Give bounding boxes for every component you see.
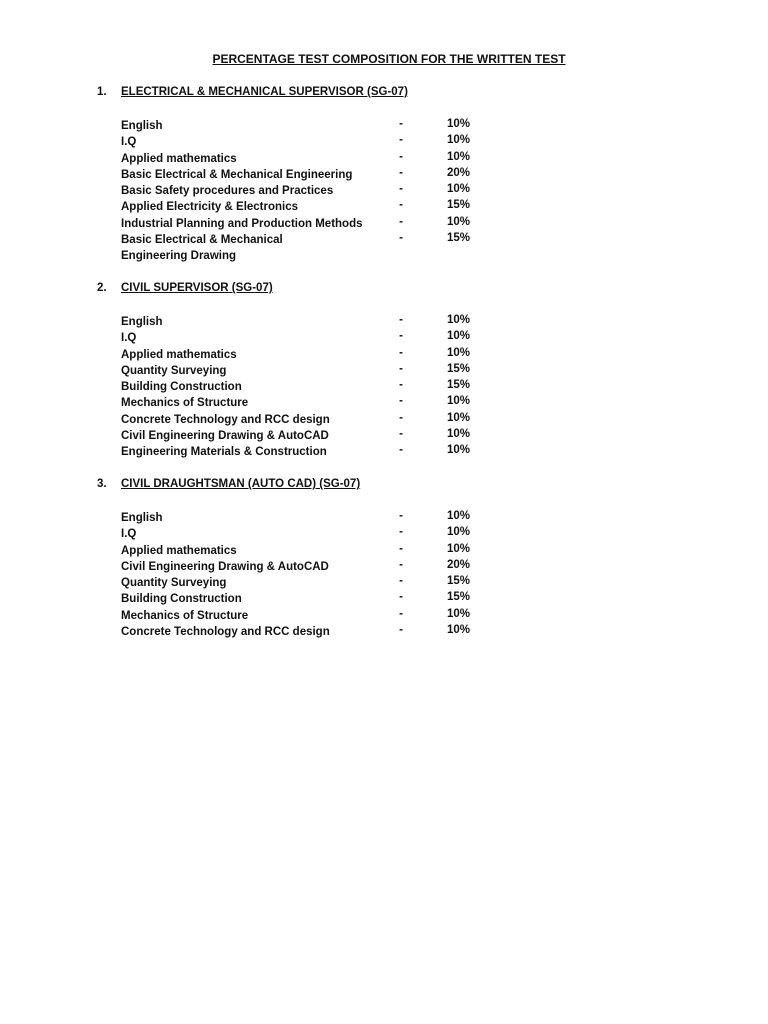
subject-name: Civil Engineering Drawing & AutoCAD bbox=[121, 560, 329, 573]
separator-dash: - bbox=[399, 591, 403, 604]
separator-dash: - bbox=[399, 444, 403, 457]
separator-dash: - bbox=[399, 362, 403, 375]
percentage-value: 10% bbox=[446, 395, 470, 408]
percentage-value: 15% bbox=[446, 362, 470, 375]
subject-name: Mechanics of Structure bbox=[121, 609, 249, 622]
subject-row bbox=[0, 314, 768, 330]
percentage-value: 10% bbox=[446, 314, 470, 326]
subject-row bbox=[0, 608, 768, 624]
section-number: 1. bbox=[97, 86, 107, 98]
separator-dash: - bbox=[399, 346, 403, 359]
subject-name: Basic Electrical & Mechanical Engineering bbox=[121, 168, 353, 181]
separator-dash: - bbox=[399, 215, 403, 228]
subject-name: Applied mathematics bbox=[121, 152, 237, 165]
percentage-value: 10% bbox=[446, 624, 470, 637]
separator-dash: - bbox=[399, 166, 403, 179]
subject-name: Building Construction bbox=[121, 593, 242, 606]
section-civil-supervisor bbox=[0, 282, 768, 459]
document-title: PERCENTAGE TEST COMPOSITION FOR THE WRITTEN TEST bbox=[212, 52, 566, 66]
percentage-value: 10% bbox=[446, 444, 470, 457]
separator-dash: - bbox=[399, 607, 403, 620]
subject-row bbox=[0, 347, 768, 363]
subject-name: Mechanics of Structure bbox=[121, 397, 249, 410]
subject-row bbox=[0, 167, 768, 183]
subject-row bbox=[0, 330, 768, 346]
subject-list bbox=[0, 118, 768, 265]
subject-name: I.Q bbox=[121, 136, 137, 149]
percentage-value: 10% bbox=[446, 183, 470, 196]
subject-list bbox=[0, 314, 768, 461]
subject-list bbox=[0, 510, 768, 640]
subject-row bbox=[0, 444, 768, 460]
subject-row bbox=[0, 412, 768, 428]
percentage-value: 10% bbox=[446, 346, 470, 359]
subject-row bbox=[0, 510, 768, 526]
section-heading bbox=[0, 86, 768, 102]
subject-name: Concrete Technology and RCC design bbox=[121, 626, 330, 639]
subject-row bbox=[0, 232, 768, 265]
subject-name: Quantity Surveying bbox=[121, 364, 227, 377]
percentage-value: 10% bbox=[446, 150, 470, 163]
subject-name: Quantity Surveying bbox=[121, 577, 227, 590]
separator-dash: - bbox=[399, 558, 403, 571]
subject-name: Applied mathematics bbox=[121, 544, 237, 557]
subject-name: I.Q bbox=[121, 528, 137, 541]
section-title: CIVIL DRAUGHTSMAN (AUTO CAD) (SG-07) bbox=[121, 478, 361, 490]
subject-name: Civil Engineering Drawing & AutoCAD bbox=[121, 430, 329, 443]
percentage-value: 10% bbox=[446, 510, 470, 522]
subject-row bbox=[0, 559, 768, 575]
section-title: ELECTRICAL & MECHANICAL SUPERVISOR (SG-07) bbox=[121, 86, 408, 98]
subject-name: English bbox=[121, 120, 163, 132]
percentage-value: 10% bbox=[446, 215, 470, 228]
percentage-value: 10% bbox=[446, 428, 470, 441]
subject-row bbox=[0, 591, 768, 607]
separator-dash: - bbox=[399, 575, 403, 588]
percentage-value: 15% bbox=[446, 379, 470, 392]
subject-name: English bbox=[121, 512, 163, 524]
separator-dash: - bbox=[399, 542, 403, 555]
subject-row bbox=[0, 395, 768, 411]
section-heading bbox=[0, 478, 768, 494]
section-civil-draughtsman bbox=[0, 478, 768, 639]
subject-name: Basic Electrical & Mechanical Engineering Drawing bbox=[121, 234, 283, 263]
subject-name: I.Q bbox=[121, 332, 137, 345]
subject-name: Industrial Planning and Production Methods bbox=[121, 217, 363, 230]
percentage-value: 15% bbox=[446, 232, 470, 245]
separator-dash: - bbox=[399, 183, 403, 196]
subject-row bbox=[0, 526, 768, 542]
percentage-value: 10% bbox=[446, 542, 470, 555]
separator-dash: - bbox=[399, 379, 403, 392]
separator-dash: - bbox=[399, 624, 403, 637]
separator-dash: - bbox=[399, 395, 403, 408]
separator-dash: - bbox=[399, 411, 403, 424]
subject-name: Concrete Technology and RCC design bbox=[121, 413, 330, 426]
subject-name: Building Construction bbox=[121, 381, 242, 394]
section-title: CIVIL SUPERVISOR (SG-07) bbox=[121, 282, 273, 294]
separator-dash: - bbox=[399, 526, 403, 539]
subject-row bbox=[0, 151, 768, 167]
separator-dash: - bbox=[399, 150, 403, 163]
percentage-value: 10% bbox=[446, 526, 470, 539]
separator-dash: - bbox=[399, 232, 403, 245]
percentage-value: 10% bbox=[446, 134, 470, 147]
subject-name: Engineering Materials & Construction bbox=[121, 446, 327, 459]
subject-row bbox=[0, 183, 768, 199]
percentage-value: 15% bbox=[446, 199, 470, 212]
percentage-value: 15% bbox=[446, 575, 470, 588]
subject-name: English bbox=[121, 316, 163, 328]
subject-row bbox=[0, 134, 768, 150]
subject-row bbox=[0, 428, 768, 444]
subject-row bbox=[0, 363, 768, 379]
subject-name: Applied Electricity & Electronics bbox=[121, 201, 299, 214]
section-number: 2. bbox=[97, 282, 107, 294]
percentage-value: 20% bbox=[446, 558, 470, 571]
separator-dash: - bbox=[399, 118, 403, 130]
section-number: 3. bbox=[97, 478, 107, 490]
percentage-value: 10% bbox=[446, 330, 470, 343]
subject-row bbox=[0, 624, 768, 640]
subject-row bbox=[0, 118, 768, 134]
percentage-value: 15% bbox=[446, 591, 470, 604]
separator-dash: - bbox=[399, 314, 403, 326]
separator-dash: - bbox=[399, 134, 403, 147]
subject-row bbox=[0, 575, 768, 591]
percentage-value: 20% bbox=[446, 166, 470, 179]
separator-dash: - bbox=[399, 510, 403, 522]
separator-dash: - bbox=[399, 428, 403, 441]
subject-row bbox=[0, 379, 768, 395]
subject-name: Basic Safety procedures and Practices bbox=[121, 185, 334, 198]
section-electrical-mechanical-supervisor bbox=[0, 86, 768, 263]
percentage-value: 10% bbox=[446, 607, 470, 620]
subject-row bbox=[0, 199, 768, 215]
percentage-value: 10% bbox=[446, 118, 470, 130]
separator-dash: - bbox=[399, 199, 403, 212]
subject-name: Applied mathematics bbox=[121, 348, 237, 361]
separator-dash: - bbox=[399, 330, 403, 343]
section-heading bbox=[0, 282, 768, 298]
percentage-value: 10% bbox=[446, 411, 470, 424]
subject-row bbox=[0, 216, 768, 232]
subject-row bbox=[0, 543, 768, 559]
